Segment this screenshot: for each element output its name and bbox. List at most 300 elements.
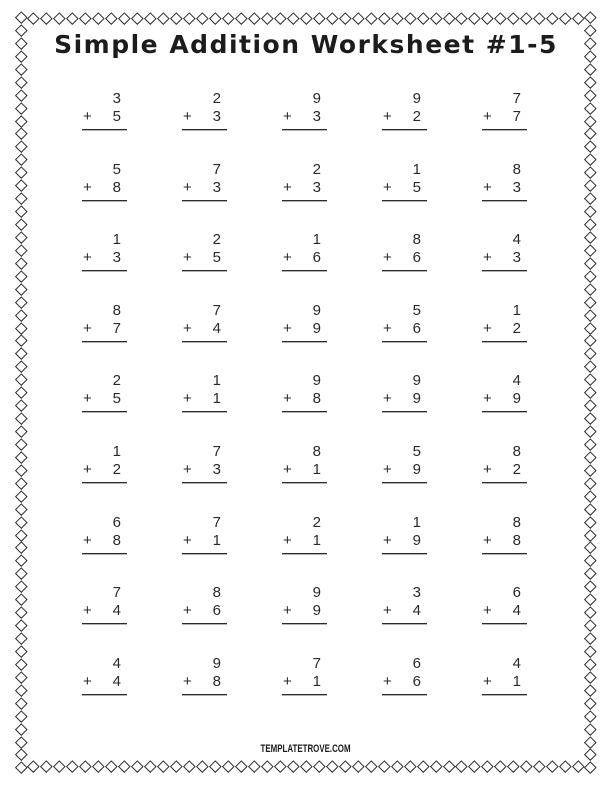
diamond-icon xyxy=(27,760,39,772)
top-addend: 6 xyxy=(512,584,521,602)
answer-line xyxy=(82,320,127,342)
plus-operator-icon: + xyxy=(83,390,92,408)
diamond-icon xyxy=(584,322,596,334)
diamond-icon xyxy=(15,192,27,204)
plus-operator-icon: + xyxy=(283,531,292,549)
addition-problem xyxy=(482,302,527,373)
diamond-icon xyxy=(521,12,533,24)
addition-problem xyxy=(182,514,227,585)
addition-problem xyxy=(382,514,427,585)
plus-operator-icon: + xyxy=(283,249,292,267)
diamond-icon xyxy=(118,12,130,24)
diamond-icon xyxy=(15,76,27,88)
diamond-icon xyxy=(443,760,455,772)
plus-operator-icon: + xyxy=(383,531,392,549)
top-addend: 9 xyxy=(212,654,221,672)
plus-operator-icon: + xyxy=(383,672,392,690)
diamond-icon xyxy=(144,12,156,24)
diamond-icon xyxy=(560,12,572,24)
plus-operator-icon: + xyxy=(183,672,192,690)
bottom-addend: 6 xyxy=(412,319,421,337)
answer-line xyxy=(282,532,327,554)
addition-problem xyxy=(182,655,227,726)
addition-problem xyxy=(382,372,427,443)
addition-problem xyxy=(282,90,327,161)
addition-problem xyxy=(82,514,127,585)
plus-operator-icon: + xyxy=(483,672,492,690)
bottom-addend: 8 xyxy=(212,672,221,690)
answer-line xyxy=(182,249,227,271)
diamond-icon xyxy=(456,12,468,24)
top-addend: 4 xyxy=(512,231,521,249)
plus-operator-icon: + xyxy=(383,390,392,408)
answer-line xyxy=(82,108,127,130)
top-addend: 4 xyxy=(512,654,521,672)
diamond-icon xyxy=(118,760,130,772)
diamond-icon xyxy=(534,760,546,772)
diamond-icon xyxy=(404,12,416,24)
diamond-icon xyxy=(584,115,596,127)
diamond-icon xyxy=(391,12,403,24)
top-addend: 8 xyxy=(212,584,221,602)
answer-line xyxy=(382,249,427,271)
addition-problem xyxy=(282,443,327,514)
footer-site-label: TEMPLATETROVE.COM xyxy=(260,743,352,755)
bottom-addend: 8 xyxy=(112,178,121,196)
diamond-icon xyxy=(15,335,27,347)
diamond-icon xyxy=(584,490,596,502)
diamond-border-bottom xyxy=(29,760,583,773)
diamond-border-right xyxy=(584,13,597,772)
diamond-icon xyxy=(326,12,338,24)
top-addend: 1 xyxy=(512,301,521,319)
bottom-addend: 5 xyxy=(412,178,421,196)
diamond-icon xyxy=(584,335,596,347)
diamond-icon xyxy=(15,645,27,657)
diamond-icon xyxy=(584,192,596,204)
diamond-icon xyxy=(584,128,596,140)
diamond-icon xyxy=(170,760,182,772)
problems-grid xyxy=(27,90,527,725)
bottom-addend: 2 xyxy=(512,319,521,337)
diamond-icon xyxy=(584,257,596,269)
bottom-addend: 3 xyxy=(512,249,521,267)
bottom-addend: 1 xyxy=(312,531,321,549)
addition-problem xyxy=(282,655,327,726)
bottom-addend: 1 xyxy=(512,672,521,690)
diamond-icon xyxy=(584,619,596,631)
bottom-addend: 2 xyxy=(412,108,421,125)
answer-line xyxy=(82,673,127,695)
plus-operator-icon: + xyxy=(483,390,492,408)
diamond-icon xyxy=(573,12,585,24)
diamond-icon xyxy=(430,760,442,772)
plus-operator-icon: + xyxy=(83,531,92,549)
top-addend: 9 xyxy=(312,372,321,390)
diamond-icon xyxy=(482,760,494,772)
diamond-icon xyxy=(235,12,247,24)
diamond-icon xyxy=(15,438,27,450)
top-addend: 1 xyxy=(112,442,121,460)
diamond-icon xyxy=(584,723,596,735)
plus-operator-icon: + xyxy=(483,531,492,549)
addition-problem xyxy=(382,584,427,655)
answer-line xyxy=(382,532,427,554)
plus-operator-icon: + xyxy=(383,460,392,478)
plus-operator-icon: + xyxy=(283,672,292,690)
diamond-icon xyxy=(584,154,596,166)
bottom-addend: 9 xyxy=(412,390,421,408)
answer-line xyxy=(482,461,527,483)
diamond-icon xyxy=(584,361,596,373)
answer-line xyxy=(282,179,327,201)
diamond-icon xyxy=(274,760,286,772)
bottom-addend: 4 xyxy=(112,602,121,620)
diamond-icon xyxy=(287,760,299,772)
plus-operator-icon: + xyxy=(83,249,92,267)
answer-line xyxy=(382,461,427,483)
diamond-icon xyxy=(584,503,596,515)
diamond-icon xyxy=(66,760,78,772)
diamond-icon xyxy=(92,12,104,24)
plus-operator-icon: + xyxy=(383,108,392,125)
diamond-icon xyxy=(105,760,117,772)
top-addend: 3 xyxy=(412,584,421,602)
diamond-icon xyxy=(15,386,27,398)
diamond-icon xyxy=(584,205,596,217)
answer-line xyxy=(482,602,527,624)
diamond-icon xyxy=(15,632,27,644)
diamond-icon xyxy=(584,11,596,23)
diamond-icon xyxy=(584,141,596,153)
diamond-icon xyxy=(584,593,596,605)
plus-operator-icon: + xyxy=(483,108,492,125)
diamond-icon xyxy=(584,76,596,88)
diamond-icon xyxy=(508,760,520,772)
bottom-addend: 4 xyxy=(112,672,121,690)
answer-line xyxy=(182,390,227,412)
plus-operator-icon: + xyxy=(83,460,92,478)
diamond-icon xyxy=(584,671,596,683)
diamond-icon xyxy=(15,697,27,709)
bottom-addend: 7 xyxy=(512,108,521,125)
diamond-icon xyxy=(584,218,596,230)
diamond-icon xyxy=(443,12,455,24)
diamond-icon xyxy=(53,12,65,24)
top-addend: 8 xyxy=(512,442,521,460)
diamond-icon xyxy=(352,12,364,24)
diamond-icon xyxy=(15,244,27,256)
answer-line xyxy=(482,320,527,342)
plus-operator-icon: + xyxy=(183,460,192,478)
plus-operator-icon: + xyxy=(383,319,392,337)
answer-line xyxy=(82,602,127,624)
answer-line xyxy=(182,320,227,342)
addition-problem xyxy=(482,514,527,585)
top-addend: 3 xyxy=(112,90,121,107)
bottom-addend: 4 xyxy=(512,602,521,620)
diamond-icon xyxy=(15,503,27,515)
diamond-icon xyxy=(15,555,27,567)
diamond-icon xyxy=(584,425,596,437)
top-addend: 9 xyxy=(312,584,321,602)
diamond-icon xyxy=(183,12,195,24)
diamond-icon xyxy=(15,205,27,217)
diamond-icon xyxy=(144,760,156,772)
diamond-icon xyxy=(584,386,596,398)
bottom-addend: 9 xyxy=(412,531,421,549)
bottom-addend: 9 xyxy=(312,602,321,620)
diamond-icon xyxy=(79,12,91,24)
top-addend: 9 xyxy=(312,301,321,319)
plus-operator-icon: + xyxy=(83,672,92,690)
diamond-icon xyxy=(183,760,195,772)
addition-problem xyxy=(282,372,327,443)
diamond-icon xyxy=(584,451,596,463)
diamond-icon xyxy=(15,723,27,735)
answer-line xyxy=(382,673,427,695)
addition-problem xyxy=(182,372,227,443)
diamond-icon xyxy=(378,12,390,24)
diamond-icon xyxy=(584,555,596,567)
diamond-icon xyxy=(482,12,494,24)
diamond-icon xyxy=(261,760,273,772)
diamond-icon xyxy=(300,12,312,24)
plus-operator-icon: + xyxy=(183,531,192,549)
diamond-icon xyxy=(15,166,27,178)
answer-line xyxy=(182,602,227,624)
diamond-icon xyxy=(584,399,596,411)
top-addend: 5 xyxy=(112,160,121,178)
answer-line xyxy=(282,320,327,342)
diamond-icon xyxy=(15,568,27,580)
diamond-icon xyxy=(584,244,596,256)
answer-line xyxy=(182,108,227,130)
plus-operator-icon: + xyxy=(283,108,292,125)
diamond-icon xyxy=(15,671,27,683)
answer-line xyxy=(282,602,327,624)
diamond-icon xyxy=(15,348,27,360)
bottom-addend: 9 xyxy=(512,390,521,408)
addition-problem xyxy=(82,372,127,443)
diamond-icon xyxy=(274,12,286,24)
diamond-icon xyxy=(15,128,27,140)
bottom-addend: 4 xyxy=(412,602,421,620)
plus-operator-icon: + xyxy=(183,249,192,267)
answer-line xyxy=(82,179,127,201)
answer-line xyxy=(282,108,327,130)
diamond-icon xyxy=(15,11,27,23)
diamond-icon xyxy=(391,760,403,772)
diamond-icon xyxy=(417,12,429,24)
diamond-icon xyxy=(15,516,27,528)
bottom-addend: 5 xyxy=(112,390,121,408)
plus-operator-icon: + xyxy=(383,602,392,620)
top-addend: 9 xyxy=(312,90,321,107)
diamond-icon xyxy=(313,760,325,772)
diamond-icon xyxy=(15,141,27,153)
addition-problem xyxy=(82,231,127,302)
bottom-addend: 7 xyxy=(112,319,121,337)
top-addend: 6 xyxy=(412,654,421,672)
top-addend: 7 xyxy=(112,584,121,602)
top-addend: 1 xyxy=(112,231,121,249)
diamond-icon xyxy=(365,12,377,24)
diamond-icon xyxy=(40,12,52,24)
addition-problem xyxy=(182,90,227,161)
top-addend: 7 xyxy=(212,513,221,531)
addition-problem xyxy=(382,655,427,726)
diamond-icon xyxy=(157,12,169,24)
diamond-icon xyxy=(15,529,27,541)
bottom-addend: 6 xyxy=(212,602,221,620)
bottom-addend: 2 xyxy=(112,460,121,478)
top-addend: 1 xyxy=(312,231,321,249)
diamond-icon xyxy=(15,710,27,722)
diamond-icon xyxy=(313,12,325,24)
bottom-addend: 8 xyxy=(512,531,521,549)
answer-line xyxy=(182,179,227,201)
top-addend: 1 xyxy=(412,160,421,178)
bottom-addend: 6 xyxy=(412,672,421,690)
diamond-icon xyxy=(584,89,596,101)
diamond-icon xyxy=(584,309,596,321)
top-addend: 7 xyxy=(212,301,221,319)
plus-operator-icon: + xyxy=(383,249,392,267)
top-addend: 5 xyxy=(412,442,421,460)
diamond-icon xyxy=(15,154,27,166)
diamond-icon xyxy=(584,606,596,618)
diamond-icon xyxy=(534,12,546,24)
bottom-addend: 2 xyxy=(512,460,521,478)
bottom-addend: 5 xyxy=(112,108,121,125)
addition-problem xyxy=(382,90,427,161)
answer-line xyxy=(382,602,427,624)
addition-problem xyxy=(82,584,127,655)
diamond-icon xyxy=(15,606,27,618)
answer-line xyxy=(82,249,127,271)
answer-line xyxy=(482,249,527,271)
top-addend: 2 xyxy=(312,160,321,178)
diamond-icon xyxy=(15,63,27,75)
addition-problem xyxy=(482,443,527,514)
diamond-icon xyxy=(584,516,596,528)
diamond-icon xyxy=(352,760,364,772)
addition-problem xyxy=(182,161,227,232)
top-addend: 7 xyxy=(312,654,321,672)
addition-problem xyxy=(82,302,127,373)
top-addend: 2 xyxy=(212,90,221,107)
plus-operator-icon: + xyxy=(183,602,192,620)
diamond-icon xyxy=(92,760,104,772)
bottom-addend: 9 xyxy=(312,319,321,337)
plus-operator-icon: + xyxy=(183,390,192,408)
top-addend: 8 xyxy=(112,301,121,319)
answer-line xyxy=(82,390,127,412)
addition-problem xyxy=(182,302,227,373)
answer-line xyxy=(382,390,427,412)
addition-problem xyxy=(182,443,227,514)
diamond-icon xyxy=(404,760,416,772)
addition-problem xyxy=(82,161,127,232)
top-addend: 9 xyxy=(412,372,421,390)
diamond-icon xyxy=(15,231,27,243)
plus-operator-icon: + xyxy=(283,319,292,337)
diamond-icon xyxy=(584,63,596,75)
addition-problem xyxy=(482,655,527,726)
diamond-icon xyxy=(469,760,481,772)
plus-operator-icon: + xyxy=(183,108,192,125)
top-addend: 7 xyxy=(212,160,221,178)
bottom-addend: 3 xyxy=(312,108,321,125)
page-title: Simple Addition Worksheet #1-5 xyxy=(54,30,558,59)
bottom-addend: 1 xyxy=(212,390,221,408)
top-addend: 7 xyxy=(512,90,521,107)
diamond-icon xyxy=(584,762,596,774)
addition-problem xyxy=(482,231,527,302)
plus-operator-icon: + xyxy=(283,390,292,408)
diamond-icon xyxy=(15,89,27,101)
bottom-addend: 3 xyxy=(312,178,321,196)
diamond-icon xyxy=(15,580,27,592)
plus-operator-icon: + xyxy=(83,108,92,125)
diamond-icon xyxy=(495,12,507,24)
bottom-addend: 8 xyxy=(312,390,321,408)
diamond-icon xyxy=(170,12,182,24)
diamond-icon xyxy=(222,12,234,24)
diamond-icon xyxy=(15,762,27,774)
diamond-icon xyxy=(547,760,559,772)
diamond-icon xyxy=(547,12,559,24)
diamond-icon xyxy=(15,322,27,334)
diamond-icon xyxy=(584,166,596,178)
diamond-icon xyxy=(584,580,596,592)
top-addend: 2 xyxy=(212,231,221,249)
diamond-icon xyxy=(196,12,208,24)
diamond-icon xyxy=(326,760,338,772)
addition-problem xyxy=(382,443,427,514)
diamond-icon xyxy=(495,760,507,772)
diamond-icon xyxy=(15,464,27,476)
diamond-icon xyxy=(261,12,273,24)
addition-problem xyxy=(382,231,427,302)
plus-operator-icon: + xyxy=(283,602,292,620)
diamond-icon xyxy=(196,760,208,772)
bottom-addend: 3 xyxy=(212,460,221,478)
top-addend: 8 xyxy=(512,513,521,531)
diamond-icon xyxy=(584,373,596,385)
diamond-icon xyxy=(27,12,39,24)
diamond-icon xyxy=(584,632,596,644)
answer-line xyxy=(282,461,327,483)
top-addend: 6 xyxy=(112,513,121,531)
answer-line xyxy=(482,532,527,554)
top-addend: 8 xyxy=(312,442,321,460)
diamond-icon xyxy=(430,12,442,24)
diamond-icon xyxy=(584,438,596,450)
bottom-addend: 1 xyxy=(312,460,321,478)
diamond-icon xyxy=(584,645,596,657)
diamond-icon xyxy=(15,218,27,230)
addition-problem xyxy=(182,231,227,302)
answer-line xyxy=(282,249,327,271)
diamond-icon xyxy=(584,684,596,696)
diamond-icon xyxy=(378,760,390,772)
bottom-addend: 6 xyxy=(312,249,321,267)
diamond-icon xyxy=(560,760,572,772)
diamond-icon xyxy=(15,270,27,282)
top-addend: 9 xyxy=(412,90,421,107)
